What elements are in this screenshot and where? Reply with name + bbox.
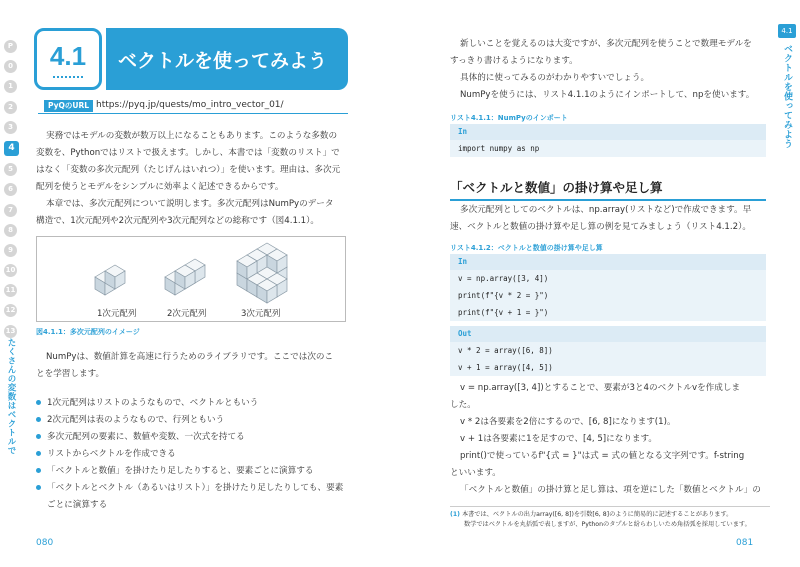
chapter-tab[interactable]: 7	[4, 204, 17, 217]
subsection-heading: 「ベクトルと数値」の掛け算や足し算	[450, 178, 766, 201]
body-line: NumPyは、数値計算を高速に行うためのライブラリです。ここでは次のこ	[46, 352, 334, 362]
chapter-side-title: たくさんの変数はベクトルで	[6, 338, 16, 455]
bullet-item-continued: ごとに演算する	[47, 500, 108, 510]
bullet-item: 2次元配列は表のようなもので、行列ともいう	[36, 412, 224, 429]
footnote	[450, 506, 770, 530]
body-line: した。	[450, 400, 476, 410]
body-line: 速、ベクトルと数値の掛け算や足し算の例を見てみましょう（リスト4.1.2）。	[450, 222, 751, 232]
bullet-item: リストからベクトルを作成できる	[36, 446, 176, 463]
bullet-item: 「ベクトルと数値」を掛けたり足したりすると、要素ごとに演算する	[36, 463, 313, 480]
right-side-index	[778, 24, 796, 149]
chapter-tab[interactable]: 12	[4, 304, 17, 317]
footnote-num: (1)	[450, 511, 460, 518]
footnote-line: 本書では、ベクトルの出力array([6, 8])を引数[6, 8]のように簡易的に記述することがあります。	[461, 511, 733, 518]
page-number-left: 080	[36, 538, 54, 548]
code-block-in	[450, 254, 766, 321]
bullet-dot	[36, 400, 41, 405]
body-line: 構造で、1次元配列や2次元配列や3次元配列などの総称です（図4.1.1）。	[36, 216, 320, 226]
code-line: print(f"{v * 2 = }")	[458, 291, 549, 300]
listing-caption: リスト4.1.1：NumPyのインポート	[450, 114, 568, 122]
chapter-tab[interactable]: 0	[4, 60, 17, 73]
body-line: 多次元配列としてのベクトルは、np.array(リストなど)で作成できます。早	[460, 205, 752, 215]
figure-label-2d: 2次元配列	[167, 309, 207, 319]
body-line: 実務ではモデルの変数が数万以上になることもあります。このような多数の	[46, 131, 338, 141]
figure-label-1d: 1次元配列	[97, 309, 137, 319]
code-line: v = np.array([3, 4])	[458, 274, 549, 283]
code-out-header: Out	[450, 326, 766, 342]
code-line: v + 1 = array([4, 5])	[458, 363, 553, 372]
footnote-line: 数学ではベクトルを丸括弧で表しますが、Pythonのタプルと紛らわしいため角括弧を採用しています。	[464, 521, 751, 528]
body-line: とを学習します。	[36, 369, 105, 379]
chapter-tab-active[interactable]: 4	[4, 141, 19, 156]
page-number-right: 081	[736, 538, 754, 548]
body-line: といいます。	[450, 468, 501, 478]
chapter-tab[interactable]: P	[4, 40, 17, 53]
chapter-tab[interactable]: 10	[4, 264, 17, 277]
cube-1d	[95, 265, 125, 295]
bullet-dot	[36, 468, 41, 473]
chapter-tab[interactable]: 3	[4, 121, 17, 134]
body-line: 具体的に使ってみるのがわかりやすいでしょう。	[460, 73, 650, 83]
bullet-dot	[36, 451, 41, 456]
section-title: ベクトルを使ってみよう	[118, 50, 328, 72]
body-line: すっきり書けるようになります。	[450, 56, 578, 66]
side-section-title: ベクトルを使ってみよう	[782, 44, 792, 149]
cube-3d	[237, 243, 287, 303]
listing-caption: リスト4.1.2：ベクトルと数値の掛け算や足し算	[450, 244, 603, 252]
bullet-item: 多次元配列の要素に、数値や変数、一次式を持てる	[36, 429, 245, 446]
chapter-tab[interactable]: 11	[4, 284, 17, 297]
url-badge: PyQのURL	[44, 100, 93, 112]
bullet-item: 「ベクトルとベクトル（あるいはリスト）」を掛けたり足したりしても、要素	[36, 480, 343, 497]
code-in-header: In	[450, 254, 766, 270]
body-line: はなく「変数の多次元配列（たじげんはいれつ）」を使います。理由は、多次元	[36, 165, 341, 175]
code-line: import numpy as np	[458, 144, 540, 153]
code-block-out	[450, 326, 766, 376]
chapter-tab[interactable]: 6	[4, 183, 17, 196]
body-line: 配列を使うとモデルをシンプルに効率よく記述できるからです。	[36, 182, 284, 192]
url-row	[38, 100, 348, 114]
code-block-in	[450, 124, 766, 157]
bullet-dot	[36, 417, 41, 422]
body-line: print()で使っているf"{式 = }"は式 = 式の値となる文字列です。f-string	[460, 451, 745, 461]
code-in-header: In	[450, 124, 766, 140]
chapter-tab[interactable]: 5	[4, 163, 17, 176]
body-line: 変数を、Pythonではリストで扱えます。しかし、本書では「変数のリスト」で	[36, 148, 340, 158]
cube-2d	[165, 259, 205, 295]
figure-multidim-arrays	[36, 236, 346, 322]
chapter-tab[interactable]: 1	[4, 80, 17, 93]
body-line: v * 2は各要素を2倍にするので、[6, 8]になります(1)。	[460, 417, 676, 427]
chapter-tab[interactable]: 13	[4, 325, 17, 338]
chapter-tab[interactable]: 9	[4, 244, 17, 257]
side-section-num: 4.1	[778, 24, 796, 38]
body-line: 新しいことを覚えるのは大変ですが、多次元配列を使うことで数理モデルを	[460, 39, 752, 49]
body-line: NumPyを使うには、リスト4.1.1のようにインポートして、npを使います。	[460, 90, 755, 100]
body-line: v + 1は各要素に1を足すので、[4, 5]になります。	[460, 434, 658, 444]
chapter-tab[interactable]: 2	[4, 101, 17, 114]
chapter-tab[interactable]: 8	[4, 224, 17, 237]
figure-label-3d: 3次元配列	[241, 309, 281, 319]
chapter-tabs	[4, 40, 18, 345]
section-dots	[53, 76, 83, 78]
body-line: 本章では、多次元配列について説明します。多次元配列はNumPyのデータ	[46, 199, 334, 209]
section-number: 4.1	[49, 41, 87, 71]
code-line: v * 2 = array([6, 8])	[458, 346, 553, 355]
bullet-dot	[36, 485, 41, 490]
bullet-item: 1次元配列はリストのようなもので、ベクトルともいう	[36, 395, 258, 412]
bullet-dot	[36, 434, 41, 439]
body-line: 「ベクトルと数値」の掛け算と足し算は、項を逆にした「数値とベクトル」の	[460, 485, 761, 495]
body-line: v = np.array([3, 4])とすることで、要素が3と4のベクトルvを作成しま	[460, 383, 741, 393]
code-line: print(f"{v + 1 = }")	[458, 308, 549, 317]
section-number-box	[34, 28, 102, 90]
figure-caption: 図4.1.1：多次元配列のイメージ	[36, 328, 140, 336]
url-link[interactable]: https://pyq.jp/quests/mo_intro_vector_01/	[96, 100, 284, 110]
